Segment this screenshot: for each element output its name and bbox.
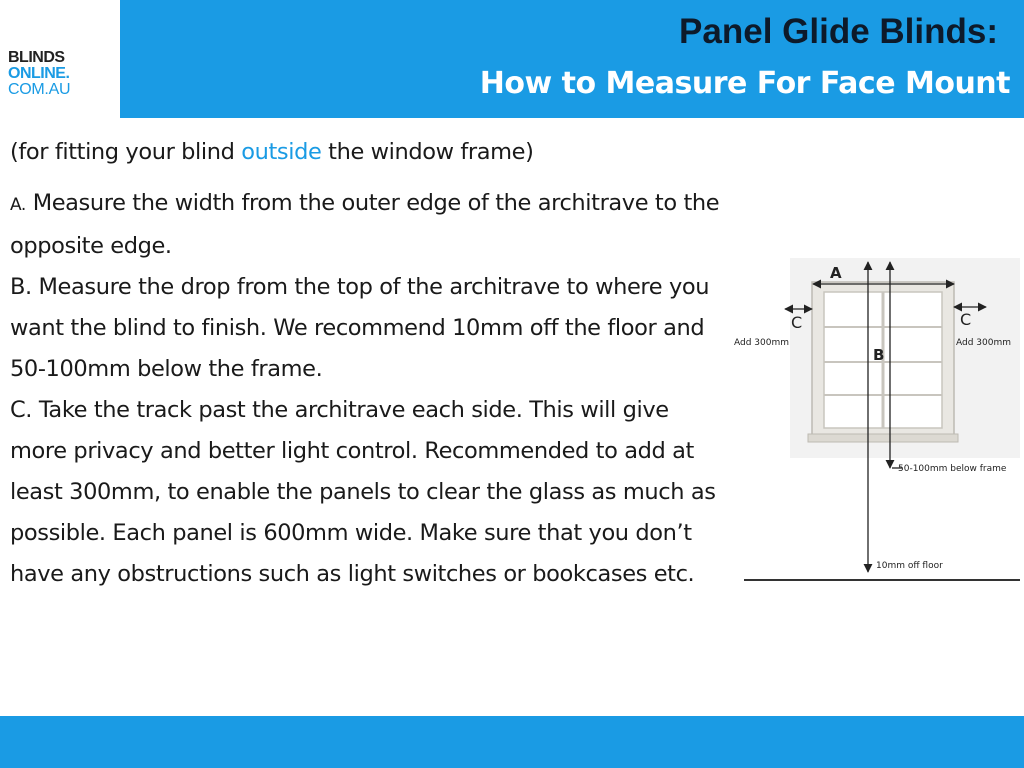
window-measure-diagram <box>730 250 1024 590</box>
label-add-left: Add 300mm <box>734 338 789 348</box>
page-subtitle: How to Measure For Face Mount <box>479 66 1010 101</box>
label-c-left: C <box>791 313 803 332</box>
window-sill <box>808 434 958 442</box>
logo-line-comau: COM.AU <box>8 81 71 98</box>
logo-text <box>8 50 70 98</box>
intro-text-before: (for fitting your blind <box>10 139 242 165</box>
label-add-right: Add 300mm <box>956 338 1011 348</box>
step-c: C. Take the track past the architrave each side. This will give more privacy and better light control. Recommended to add at least 300mm, to enable the panels to clear the glass as much as possible. Each panel is 600mm wide. Make sure that you don’t have any obstructions such as light switches or bookcases etc. <box>10 397 716 587</box>
instructions <box>10 132 720 595</box>
label-below-frame: 50-100mm below frame <box>898 464 1007 474</box>
step-a <box>10 183 720 267</box>
label-a: A <box>830 264 842 282</box>
intro-line <box>10 132 720 173</box>
label-off-floor: 10mm off floor <box>876 561 943 571</box>
logo-line-blinds: BLINDS <box>8 49 65 66</box>
logo <box>0 0 120 118</box>
footer-bar <box>0 716 1024 768</box>
step-b: B. Measure the drop from the top of the architrave to where you want the blind to finish. We recommend 10mm off the floor and 50-100mm below the frame. <box>10 274 710 382</box>
label-c-right: C <box>960 310 972 329</box>
header-bar <box>0 0 1024 118</box>
intro-highlight: outside <box>241 139 322 165</box>
page-title: Panel Glide Blinds: <box>679 12 998 51</box>
logo-line-online: ONLINE. <box>8 65 70 82</box>
step-a-label: A. <box>10 195 26 215</box>
intro-text-after: the window frame) <box>321 139 534 165</box>
label-b: B <box>873 346 885 364</box>
step-a-text: Measure the width from the outer edge of the architrave to the opposite edge. <box>10 190 720 259</box>
